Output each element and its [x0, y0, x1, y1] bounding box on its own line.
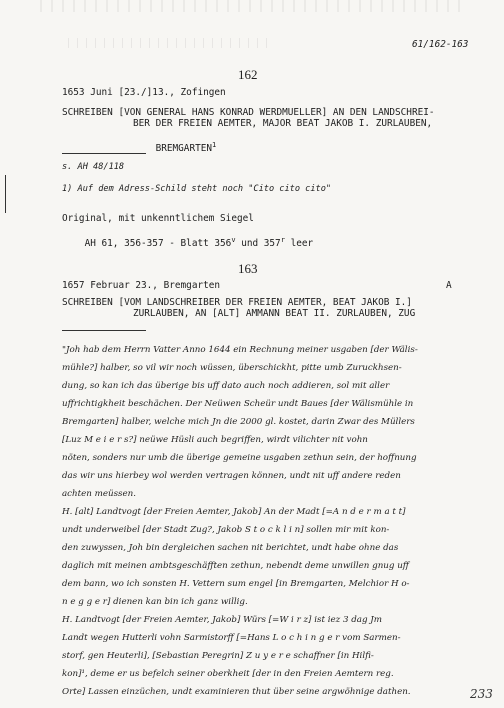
scan-artifact: [68, 38, 268, 48]
divider: [62, 330, 146, 331]
doc162-original-line2: AH 61, 356-357 - Blatt 356$^v$ und 357$^r$ leer: [84, 236, 314, 250]
doc163-title-line1: SCHREIBEN [VOM LANDSCHREIBER DER FREIEN AEMTER, BEAT JAKOB I.]: [62, 297, 412, 308]
text-line: nöten, sonders nur umb die überige gemeine usgaben zethun sein, der hoffnung: [62, 453, 417, 463]
text-line: H. Landtvogt [der Freien Aemter, Jakob] Würs [=W i r z] ist iez 3 dag Jm: [62, 615, 383, 625]
doc163-date: 1657 Februar 23., Bremgarten: [62, 280, 221, 291]
doc162-note-ah: s. AH 48/118: [62, 162, 125, 172]
doc162-title-line1: SCHREIBEN [VON GENERAL HANS KONRAD WERDMUELLER] AN DEN LANDSCHREI-: [62, 107, 435, 118]
text-line: Orte] Lassen einzüchen, undt examinieren thut über seine argwöhnige dathen.: [62, 687, 411, 697]
doc163-marker: A: [446, 280, 452, 291]
text-line: daglich mit meinen ambtsgeschäfften zethun, nebendt deme unwillen gnug uff: [62, 561, 409, 571]
text-line: achten meüssen.: [62, 489, 137, 499]
document-number-163: 163: [238, 261, 258, 276]
margin-bracket: [5, 175, 10, 213]
document-number-162: 162: [238, 67, 258, 82]
scan-artifact: [40, 0, 464, 12]
text-line: n e g g e r] dienen kan bin ich ganz willig.: [62, 597, 248, 607]
text-line: undt underweibel [der Stadt Zug?, Jakob S t o c k l i n] sollen mir mit kon-: [62, 525, 390, 535]
text-line: Bremgarten] halber, welche mich Jn die 2000 gl. kostet, darin Zwar des Müllers: [62, 417, 415, 427]
text-line: den zuwyssen, Joh bin dergleichen sachen nit berichtet, undt habe ohne das: [62, 543, 399, 553]
divider: [62, 153, 146, 154]
doc162-original-line1: Original, mit unkenntlichem Siegel: [62, 213, 254, 224]
page-reference: 61/162-163: [412, 39, 469, 50]
doc162-date: 1653 Juni [23./]13., Zofingen: [62, 87, 226, 98]
doc162-title-line2: BER DER FREIEN AEMTER, MAJOR BEAT JAKOB I. ZURLAUBEN,: [133, 118, 433, 129]
text-line: H. [alt] Landtvogt [der Freien Aemter, Jakob] An der Madt [=A n d e r m a t t]: [62, 507, 406, 517]
text-line: "Joh hab dem Herrn Vatter Anno 1644 ein Rechnung meiner usgaben [der Wälis-: [62, 345, 418, 355]
doc162-footnote-1: 1) Auf dem Adress-Schild steht noch "Cito cito cito": [62, 184, 332, 194]
doc163-title-line2: ZURLAUBEN, AN [ALT] AMMANN BEAT II. ZURLAUBEN, ZUG: [133, 308, 416, 319]
text-line: kon]¹, deme er us befelch seiner oberkheit [der in den Freien Aemtern reg.: [62, 669, 394, 679]
handwritten-page-mark: 233: [470, 687, 493, 701]
text-line: dung, so kan ich das überige bis uff dato auch noch addieren, sol mit aller: [62, 381, 390, 391]
text-line: storf, gen Heuterli], [Sebastian Peregrin] Z u y e r e schaffner [in Hilfi-: [62, 651, 374, 661]
text-line: dem bann, wo ich sonsten H. Vettern sum engel [in Bremgarten, Melchior H o-: [62, 579, 410, 589]
text-line: [Luz M e i e r s?] neüwe Hüsli auch begriffen, wirdt vilichter nit vohn: [62, 435, 368, 445]
text-line: uffrichtigkheit beschächen. Der Neüwen Scheür undt Baues [der Wälismühle in: [62, 399, 414, 409]
doc162-title-line3: BREMGARTEN$^1$: [155, 141, 217, 155]
text-line: mühle?] halber, so vil wir noch wüssen, überschickht, pitte umb Zuruckhsen-: [62, 363, 402, 373]
text-line: Landt wegen Hutterli vohn Sarmistorff [=Hans L o c h i n g e r vom Sarmen-: [62, 633, 401, 643]
text-line: das wir uns hierbey wol werden vertragen können, undt nit uff andere reden: [62, 471, 401, 481]
